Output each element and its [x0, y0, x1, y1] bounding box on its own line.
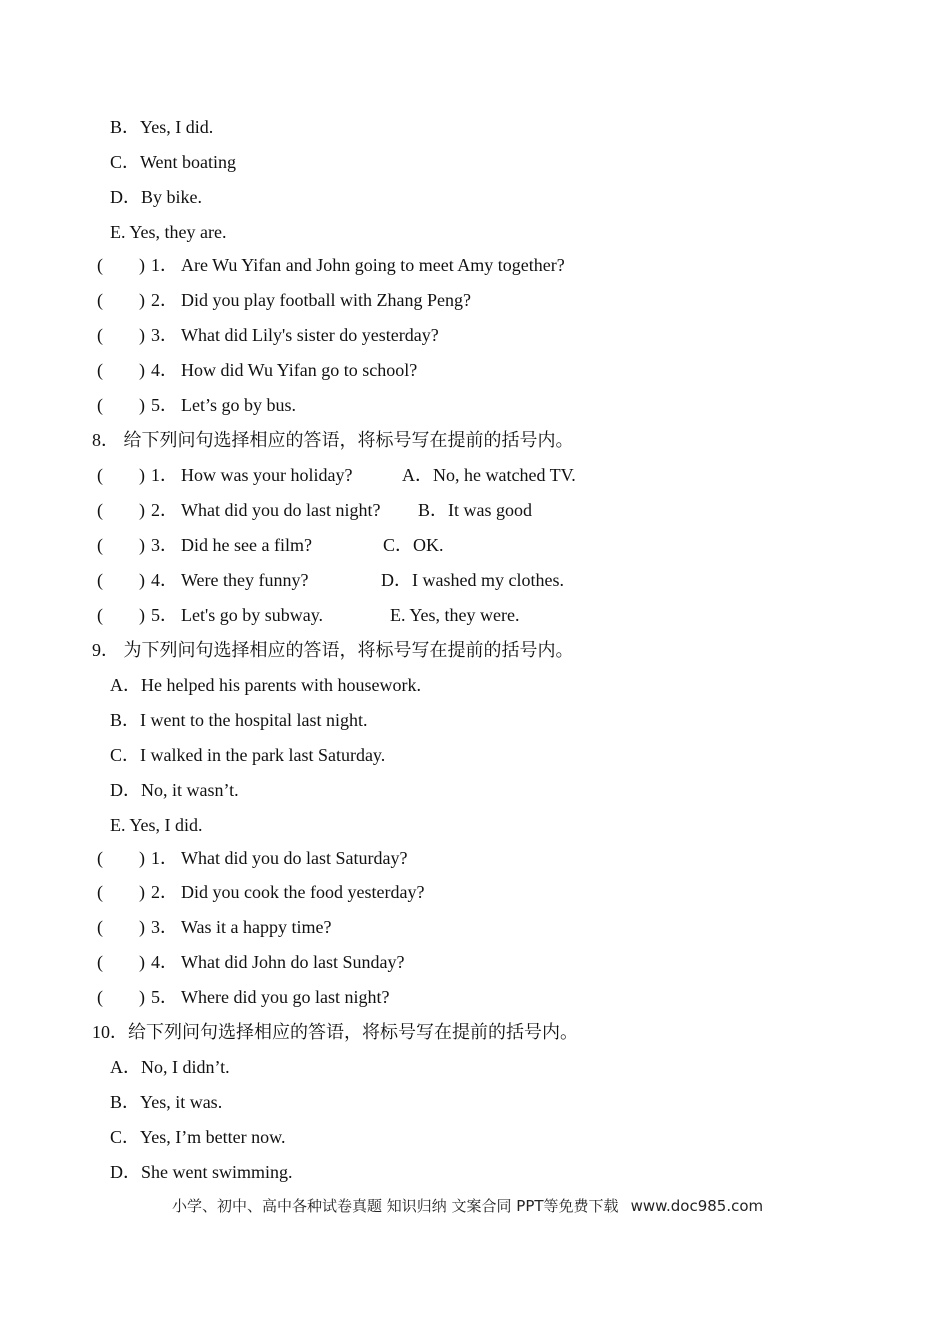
footer-text: 小学、初中、高中各种试卷真题 知识归纳 文案合同 PPT等免费下载 [172, 1197, 619, 1215]
answer-blank[interactable]: ( ) [97, 500, 145, 520]
s9-question-2 [97, 881, 424, 903]
question-text: Let’s go by bus. [181, 395, 296, 415]
question-number: 2． [151, 290, 178, 310]
question-number: 5． [151, 987, 178, 1007]
s7-option-d: D．By bike. [110, 187, 202, 207]
question-text: Let's go by subway. [181, 605, 324, 625]
question-text: Did he see a film? [181, 535, 312, 555]
s7-question-1 [97, 254, 565, 276]
s8-answer-e: E. Yes, they were. [390, 605, 520, 625]
question-text: What did you do last night? [181, 500, 381, 520]
answer-blank[interactable]: ( ) [97, 987, 145, 1007]
s8-answer-a: A．No, he watched TV. [402, 465, 576, 485]
question-text: Were they funny? [181, 570, 309, 590]
answer-blank[interactable]: ( ) [97, 535, 145, 555]
answer-blank[interactable]: ( ) [97, 917, 145, 937]
question-number: 1． [151, 848, 178, 868]
s8-answer-b: B．It was good [418, 500, 532, 520]
s9-option-b: B．I went to the hospital last night. [110, 710, 368, 730]
question-number: 4． [151, 360, 178, 380]
s7-question-2 [97, 289, 471, 311]
s10-option-d: D．She went swimming. [110, 1162, 293, 1182]
s8-row-4 [97, 569, 309, 591]
answer-blank[interactable]: ( ) [97, 325, 145, 345]
question-text: What did Lily's sister do yesterday? [181, 325, 439, 345]
question-number: 2． [151, 882, 178, 902]
s9-option-e: E. Yes, I did. [110, 815, 203, 835]
answer-blank[interactable]: ( ) [97, 605, 145, 625]
question-number: 3． [151, 917, 178, 937]
question-number: 3． [151, 535, 178, 555]
question-text: What did John do last Sunday? [181, 952, 405, 972]
question-text: Did you cook the food yesterday? [181, 882, 425, 902]
s7-option-e: E. Yes, they are. [110, 222, 227, 242]
answer-blank[interactable]: ( ) [97, 360, 145, 380]
s7-question-5 [97, 394, 296, 416]
answer-blank[interactable]: ( ) [97, 882, 145, 902]
s8-row-1 [97, 464, 352, 486]
answer-blank[interactable]: ( ) [97, 570, 145, 590]
s8-answer-c: C．OK. [383, 535, 444, 555]
question-number: 4． [151, 570, 178, 590]
s9-question-3 [97, 916, 332, 938]
s9-option-d: D．No, it wasn’t. [110, 780, 239, 800]
answer-blank[interactable]: ( ) [97, 952, 145, 972]
answer-blank[interactable]: ( ) [97, 255, 145, 275]
question-text: Where did you go last night? [181, 987, 390, 1007]
answer-blank[interactable]: ( ) [97, 395, 145, 415]
question-text: Was it a happy time? [181, 917, 332, 937]
question-number: 1． [151, 465, 178, 485]
question-text: Are Wu Yifan and John going to meet Amy together? [181, 255, 565, 275]
s7-option-c: C．Went boating [110, 152, 237, 172]
question-number: 5． [151, 395, 178, 415]
question-text: How did Wu Yifan go to school? [181, 360, 418, 380]
answer-blank[interactable]: ( ) [97, 290, 145, 310]
question-number: 4． [151, 952, 178, 972]
s8-heading: 8． 给下列问句选择相应的答语，将标号写在提前的括号内。 [92, 430, 574, 450]
s9-question-5 [97, 986, 389, 1008]
question-number: 1． [151, 255, 178, 275]
question-number: 5． [151, 605, 178, 625]
s8-answer-d: D．I washed my clothes. [381, 570, 564, 590]
s10-option-a: A．No, I didn’t. [110, 1057, 230, 1077]
s8-row-3 [97, 534, 312, 556]
s9-question-1 [97, 847, 407, 869]
s9-question-4 [97, 951, 404, 973]
s9-heading: 9． 为下列问句选择相应的答语，将标号写在提前的括号内。 [92, 640, 574, 660]
s9-option-a: A．He helped his parents with housework. [110, 675, 421, 695]
question-number: 3． [151, 325, 178, 345]
s8-row-2 [97, 499, 380, 521]
question-number: 2． [151, 500, 178, 520]
s7-question-4 [97, 359, 417, 381]
page-footer [172, 1196, 763, 1216]
s10-option-c: C．Yes, I’m better now. [110, 1127, 286, 1147]
question-text: How was your holiday? [181, 465, 353, 485]
s8-row-5 [97, 604, 323, 626]
s10-heading: 10．给下列问句选择相应的答语，将标号写在提前的括号内。 [92, 1022, 578, 1042]
question-text: Did you play football with Zhang Peng? [181, 290, 471, 310]
answer-blank[interactable]: ( ) [97, 848, 145, 868]
s10-option-b: B．Yes, it was. [110, 1092, 223, 1112]
s9-option-c: C．I walked in the park last Saturday. [110, 745, 386, 765]
answer-blank[interactable]: ( ) [97, 465, 145, 485]
question-text: What did you do last Saturday? [181, 848, 408, 868]
s7-question-3 [97, 324, 439, 346]
footer-site-link[interactable]: www.doc985.com [630, 1197, 764, 1215]
s7-option-b: B．Yes, I did. [110, 117, 214, 137]
